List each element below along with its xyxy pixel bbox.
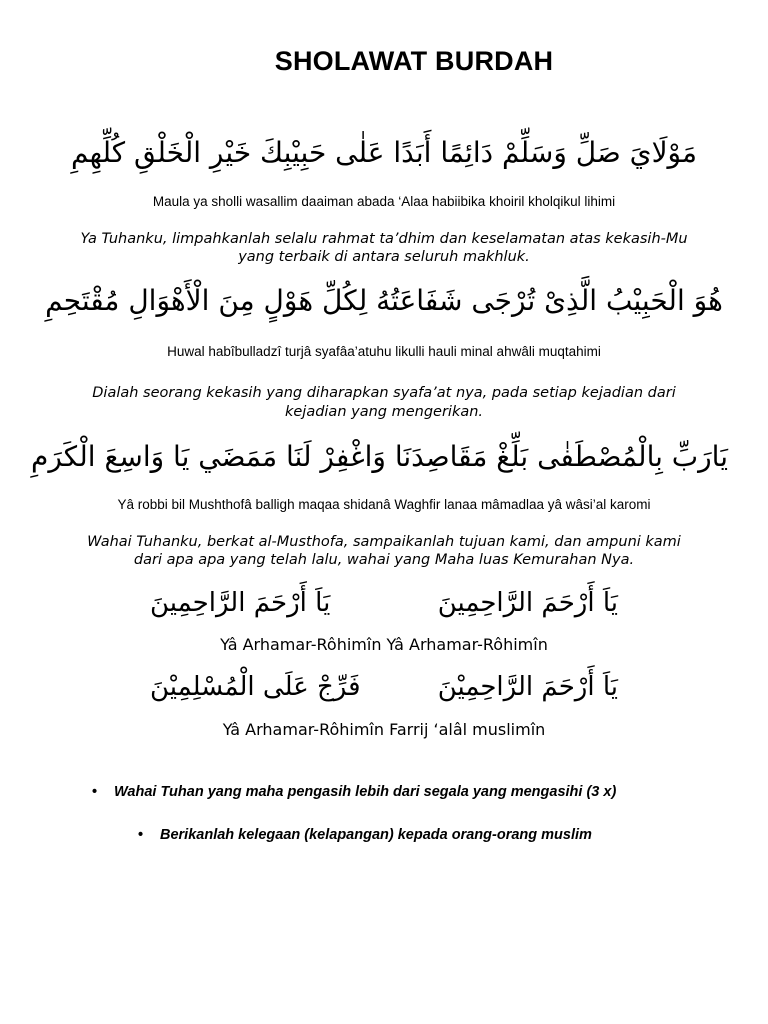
verse-1-translation-line-1: Ya Tuhanku, limpahkanlah selalu rahmat ta’dhim dan keselamatan atas kekasih-Mu xyxy=(80,231,688,247)
refrain-2-arabic-left: فَرِّجْ عَلَى الْمُسْلِمِيْنَ xyxy=(150,672,361,702)
refrain-2-arabic-right: يَاَ أَرْحَمَ الرَّاحِمِيْنَ xyxy=(437,672,618,702)
verse-1-arabic: مَوْلَايَ صَلِّ وَسَلِّمْ دَائِمًا أَبَدًا عَلٰى حَبِيْبِكَ خَيْرِ الْخَلْقِ كُلِّهِمِ xyxy=(70,136,698,169)
bullet-item-2-text: Berikanlah kelegaan (kelapangan) kepada orang-orang muslim xyxy=(160,827,592,843)
refrain-2-transliteration: Yâ Arhamar-Rôhimîn Farrij ‘alâl muslimîn xyxy=(222,720,546,739)
bullet-item-2 xyxy=(138,827,592,843)
verse-2-translation-line-1: Dialah seorang kekasih yang diharapkan syafa’at nya, pada setiap kejadian dari xyxy=(92,385,676,401)
bullet-item-1 xyxy=(92,784,616,800)
refrain-1-arabic-row xyxy=(0,588,768,628)
verse-1-transliteration: Maula ya sholli wasallim daaiman abada ‘Alaa habiibika khoiril kholqikul lihimi xyxy=(152,194,616,209)
refrain-1-arabic-left: يَاَ أَرْحَمَ الرَّاحِمِينَ xyxy=(150,588,331,618)
verse-1-translation-line-2: yang terbaik di antara seluruh makhluk. xyxy=(238,249,530,265)
bullet-icon: • xyxy=(92,784,98,800)
verse-3-translation-line-1: Wahai Tuhanku, berkat al-Musthofa, sampaikanlah tujuan kami, dan ampuni kami xyxy=(87,534,681,550)
refrain-2-arabic-row xyxy=(0,672,768,712)
refrain-1-arabic-right: يَاَ أَرْحَمَ الرَّاحِمِينَ xyxy=(437,588,618,618)
verse-3-transliteration: Yâ robbi bil Mushthofâ balligh maqaa shidanâ Waghfir lanaa mâmadlaa yâ wâsi’al karomi xyxy=(117,497,651,512)
verse-2-transliteration: Huwal habîbulladzî turjâ syafâa’atuhu likulli hauli minal ahwâli muqtahimi xyxy=(167,344,601,359)
bullet-item-1-text: Wahai Tuhan yang maha pengasih lebih dari segala yang mengasihi (3 x) xyxy=(114,784,617,800)
verse-2-arabic: هُوَ الْحَبِيْبُ الَّذِىْ تُرْجَى شَفَاعَتُهُ لِكُلِّ هَوْلٍ مِنَ الْأَهْوَالِ مُقْتَحِمِ xyxy=(45,284,723,317)
verse-3-arabic: يَارَبِّ بِالْمُصْطَفٰى بَلِّغْ مَقَاصِدَنَا وَاغْفِرْ لَنَا مَمَضَي يَا وَاسِعَ الْكَرَمِ xyxy=(31,440,728,473)
refrain-1-transliteration: Yâ Arhamar-Rôhimîn Yâ Arhamar-Rôhimîn xyxy=(220,635,548,654)
verse-3-translation-line-2: dari apa apa yang telah lalu, wahai yang Maha luas Kemurahan Nya. xyxy=(133,552,635,568)
bullet-icon: • xyxy=(138,827,144,843)
verse-2-translation-line-2: kejadian yang mengerikan. xyxy=(284,404,484,420)
page-title: SHOLAWAT BURDAH xyxy=(274,46,554,76)
